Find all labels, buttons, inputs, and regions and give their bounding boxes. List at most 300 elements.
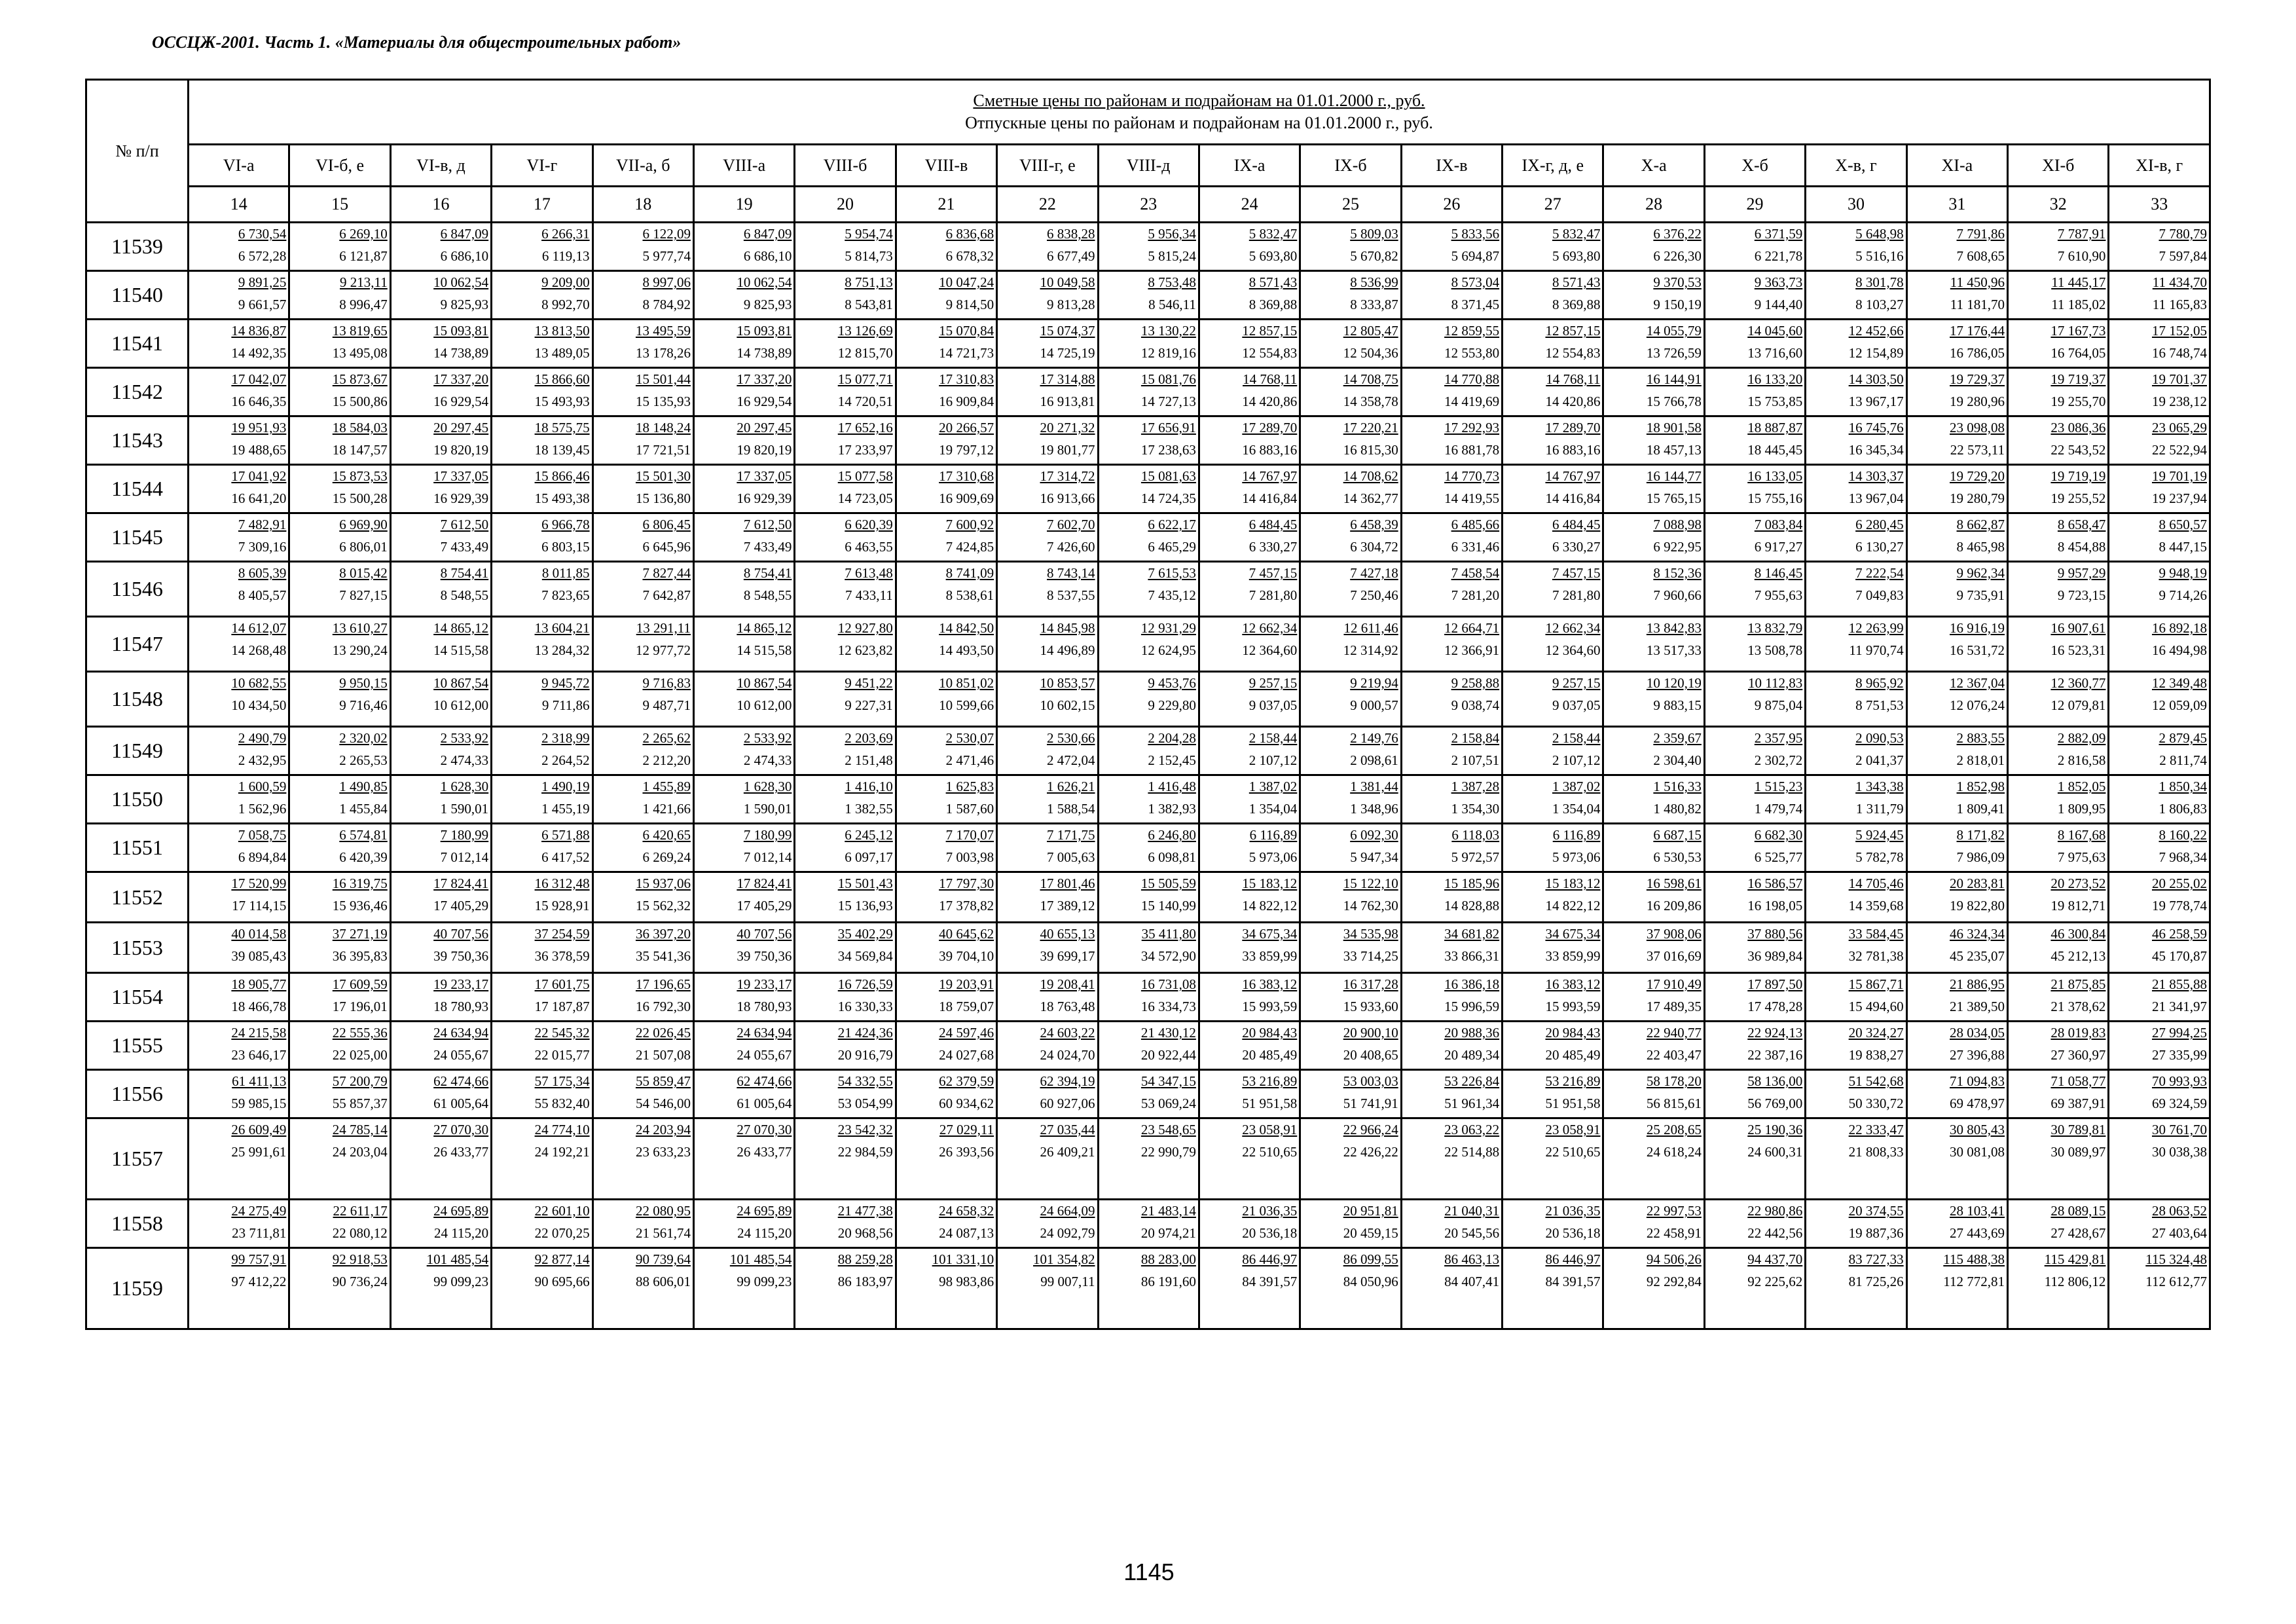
estimate-price: 28 019,83 [2050,1025,2106,1041]
release-price: 9 487,71 [642,697,691,713]
estimate-price: 2 158,84 [1451,730,1500,746]
estimate-price: 12 611,46 [1343,620,1398,636]
release-price: 22 984,59 [837,1144,893,1160]
release-price: 12 076,24 [1950,697,2005,713]
column-numbers-row [86,187,2210,223]
release-price: 15 765,15 [1646,490,1702,506]
price-cell [189,872,289,923]
price-cell [1199,973,1300,1022]
release-price: 23 633,23 [635,1144,691,1160]
release-price: 15 493,38 [534,490,590,506]
price-cell [492,223,592,271]
release-price: 17 196,01 [332,999,388,1014]
price-cell [1603,973,1704,1022]
release-price: 13 495,08 [332,345,388,361]
release-price: 39 704,10 [939,948,994,964]
release-price: 18 780,93 [737,999,792,1014]
release-price: 24 115,20 [433,1225,489,1241]
release-price: 81 725,26 [1848,1274,1904,1289]
estimate-price: 13 291,11 [636,620,691,636]
table-row [86,465,2210,513]
column-number: 30 [1806,187,1906,223]
release-price: 2 265,53 [339,752,388,768]
estimate-price: 17 152,05 [2151,323,2207,339]
table-row [86,923,2210,973]
release-price: 6 226,30 [1653,248,1702,264]
release-price: 19 887,36 [1848,1225,1904,1241]
release-price: 9 661,57 [238,297,287,312]
price-cell [1199,513,1300,562]
price-cell [1401,465,1502,513]
table-row [86,775,2210,824]
estimate-price: 27 070,30 [433,1122,489,1137]
price-cell [2109,562,2210,617]
release-price: 18 147,57 [332,442,388,458]
release-price: 12 364,60 [1242,642,1298,658]
release-price: 16 929,39 [737,490,792,506]
release-price: 8 369,88 [1552,297,1601,312]
table-row [86,727,2210,775]
price-cell [1098,973,1199,1022]
estimate-price: 14 770,88 [1444,371,1500,387]
price-cell [1199,465,1300,513]
estimate-price: 16 317,28 [1343,976,1398,992]
estimate-price: 9 945,72 [541,675,590,691]
estimate-price: 12 662,34 [1242,620,1298,636]
price-cell [1603,1118,1704,1200]
release-price: 12 624,95 [1140,642,1196,658]
price-cell [997,727,1098,775]
release-price: 24 192,21 [534,1144,590,1160]
estimate-price: 54 332,55 [837,1073,893,1089]
release-price: 24 600,31 [1747,1144,1803,1160]
price-cell [592,465,693,513]
price-cell [189,923,289,973]
release-price: 12 815,70 [837,345,893,361]
release-price: 7 424,85 [945,539,994,555]
price-cell [1503,513,1603,562]
price-cell [1199,1118,1300,1200]
row-number: 11559 [86,1248,189,1329]
estimate-price: 17 337,05 [737,468,792,484]
release-price: 12 154,89 [1848,345,1904,361]
estimate-price: 7 612,50 [743,517,792,532]
estimate-price: 12 859,55 [1444,323,1500,339]
release-price: 6 331,46 [1451,539,1500,555]
price-cell [1806,824,1906,872]
estimate-price: 25 208,65 [1646,1122,1702,1137]
price-cell [1300,1200,1401,1248]
release-price: 51 951,58 [1242,1096,1298,1111]
row-number: 11551 [86,824,189,872]
price-cell [1199,824,1300,872]
estimate-price: 20 255,02 [2151,876,2207,891]
estimate-price: 6 484,45 [1552,517,1601,532]
price-cell [592,1248,693,1329]
estimate-price: 17 310,68 [939,468,994,484]
column-number: 32 [2008,187,2109,223]
release-price: 7 642,87 [642,587,691,603]
release-price: 14 493,50 [939,642,994,658]
release-price: 13 726,59 [1646,345,1702,361]
table-row [86,1070,2210,1118]
price-cell [189,271,289,320]
release-price: 7 960,66 [1653,587,1702,603]
estimate-price: 86 446,97 [1545,1251,1601,1267]
release-price: 1 809,41 [1956,801,2005,817]
price-cell [390,973,491,1022]
estimate-price: 86 446,97 [1242,1251,1298,1267]
estimate-price: 18 887,87 [1747,420,1803,435]
release-price: 13 489,05 [534,345,590,361]
price-cell [1098,672,1199,727]
column-number: 33 [2109,187,2210,223]
release-price: 13 967,17 [1848,394,1904,409]
estimate-price: 14 767,97 [1242,468,1298,484]
estimate-price: 20 273,52 [2050,876,2106,891]
estimate-price: 14 045,60 [1747,323,1803,339]
row-number: 11543 [86,416,189,465]
release-price: 12 364,60 [1545,642,1601,658]
estimate-price: 37 908,06 [1646,926,1702,942]
release-price: 8 447,15 [2159,539,2207,555]
price-cell [1906,727,2007,775]
price-cell [2008,1022,2109,1070]
estimate-price: 1 387,28 [1451,779,1500,794]
estimate-price: 24 597,46 [939,1025,994,1041]
release-price: 34 569,84 [837,948,893,964]
price-cell [189,617,289,672]
release-price: 84 391,57 [1545,1274,1601,1289]
price-cell [592,973,693,1022]
release-price: 20 968,56 [837,1225,893,1241]
release-price: 6 269,24 [642,849,691,865]
price-cell [896,1248,996,1329]
estimate-price: 20 951,81 [1343,1203,1398,1219]
estimate-price: 14 303,37 [1848,468,1904,484]
release-price: 27 403,64 [2151,1225,2207,1241]
release-price: 6 463,55 [845,539,893,555]
release-price: 8 103,27 [1855,297,1904,312]
price-cell [795,1070,896,1118]
release-price: 12 819,16 [1140,345,1196,361]
release-price: 22 015,77 [534,1047,590,1063]
price-cell [997,416,1098,465]
release-price: 5 782,78 [1855,849,1904,865]
price-cell [693,1118,794,1200]
region-header: IX-а [1199,145,1300,187]
estimate-price: 20 374,55 [1848,1203,1904,1219]
price-cell [2008,872,2109,923]
release-price: 22 070,25 [534,1225,590,1241]
release-price: 6 686,10 [440,248,489,264]
estimate-price: 19 233,17 [433,976,489,992]
price-cell [189,513,289,562]
table-row [86,973,2210,1022]
price-cell [896,513,996,562]
release-price: 21 389,50 [1950,999,2005,1014]
price-cell [1906,416,2007,465]
price-cell [2008,223,2109,271]
price-cell [1503,368,1603,416]
price-cell [1300,617,1401,672]
release-price: 9 150,19 [1653,297,1702,312]
release-price: 14 822,12 [1545,898,1601,913]
release-price: 16 786,05 [1950,345,2005,361]
price-cell [1199,727,1300,775]
estimate-price: 28 034,05 [1950,1025,2005,1041]
price-cell [2008,1070,2109,1118]
release-price: 24 203,04 [332,1144,388,1160]
price-cell [1704,562,1805,617]
price-cell [1806,320,1906,368]
release-price: 8 996,47 [339,297,388,312]
estimate-price: 7 171,75 [1047,827,1095,843]
release-price: 98 983,86 [939,1274,994,1289]
estimate-price: 1 852,05 [2057,779,2106,794]
release-price: 24 092,79 [1040,1225,1095,1241]
price-cell [592,320,693,368]
release-price: 12 079,81 [2050,697,2106,713]
price-cell [189,368,289,416]
estimate-price: 37 880,56 [1747,926,1803,942]
price-cell [693,617,794,672]
estimate-price: 13 604,21 [534,620,590,636]
price-cell [1300,973,1401,1022]
estimate-price: 17 797,30 [939,876,994,891]
release-price: 27 396,88 [1950,1047,2005,1063]
release-price: 50 330,72 [1848,1096,1904,1111]
row-number: 11555 [86,1022,189,1070]
estimate-price: 21 424,36 [837,1025,893,1041]
release-price: 17 114,15 [232,898,287,913]
release-price: 33 714,25 [1343,948,1398,964]
estimate-price: 7 427,18 [1350,565,1398,581]
release-price: 7 433,11 [845,587,893,603]
release-price: 2 474,33 [440,752,489,768]
estimate-price: 46 258,59 [2151,926,2207,942]
estimate-price: 2 320,02 [339,730,388,746]
price-cell [795,1248,896,1329]
estimate-price: 16 319,75 [332,876,388,891]
release-price: 5 972,57 [1451,849,1500,865]
price-cell [289,923,390,973]
price-cell [390,513,491,562]
price-cell [1906,1200,2007,1248]
release-price: 5 973,06 [1552,849,1601,865]
table-row [86,320,2210,368]
estimate-price: 5 924,45 [1855,827,1904,843]
estimate-price: 15 093,81 [737,323,792,339]
release-price: 11 181,70 [1950,297,2005,312]
release-price: 14 724,35 [1140,490,1196,506]
estimate-price: 10 867,54 [737,675,792,691]
price-cell [1503,872,1603,923]
price-cell [693,775,794,824]
release-price: 14 362,77 [1343,490,1398,506]
estimate-price: 14 767,97 [1545,468,1601,484]
release-price: 27 360,97 [2050,1047,2106,1063]
estimate-price: 86 463,13 [1444,1251,1500,1267]
price-cell [693,562,794,617]
price-cell [693,416,794,465]
estimate-price: 1 381,44 [1350,779,1398,794]
price-cell [390,271,491,320]
release-price: 15 494,60 [1848,999,1904,1014]
estimate-price: 6 266,31 [541,226,590,242]
estimate-price: 20 984,43 [1242,1025,1298,1041]
estimate-price: 8 751,13 [845,274,893,290]
price-cell [1401,973,1502,1022]
price-cell [1603,465,1704,513]
estimate-price: 86 099,55 [1343,1251,1398,1267]
price-cell [189,320,289,368]
estimate-price: 1 343,38 [1855,779,1904,794]
release-price: 17 378,82 [939,898,994,913]
price-cell [2109,973,2210,1022]
estimate-price: 10 851,02 [939,675,994,691]
estimate-price: 19 719,19 [2050,468,2106,484]
estimate-price: 15 081,63 [1140,468,1196,484]
price-cell [896,1200,996,1248]
release-price: 2 811,74 [2159,752,2207,768]
release-price: 5 973,06 [1248,849,1298,865]
price-cell [1300,320,1401,368]
price-cell [795,465,896,513]
price-cell [1098,513,1199,562]
estimate-price: 17 167,73 [2050,323,2106,339]
price-cell [997,824,1098,872]
estimate-price: 1 416,10 [845,779,893,794]
estimate-price: 15 185,96 [1444,876,1500,891]
document-header: ОССЦЖ-2001. Часть 1. «Материалы для общестроительных работ» [152,33,682,52]
release-price: 7 955,63 [1754,587,1803,603]
price-cell [693,1248,794,1329]
price-cell [189,562,289,617]
estimate-price: 19 729,20 [1950,468,2005,484]
price-cell [592,1200,693,1248]
release-price: 15 562,32 [635,898,691,913]
estimate-price: 34 681,82 [1444,926,1500,942]
price-cell [1806,727,1906,775]
release-price: 21 341,97 [2151,999,2207,1014]
price-cell [492,872,592,923]
estimate-price: 6 966,78 [541,517,590,532]
price-cell [189,1022,289,1070]
estimate-price: 34 535,98 [1343,926,1398,942]
price-cell [795,1118,896,1200]
release-price: 84 407,41 [1444,1274,1500,1289]
estimate-price: 8 301,78 [1855,274,1904,290]
estimate-price: 11 434,70 [2152,274,2207,290]
price-cell [1098,1118,1199,1200]
price-cell [289,617,390,672]
price-cell [1806,562,1906,617]
estimate-price: 14 770,73 [1444,468,1500,484]
price-cell [896,923,996,973]
price-cell [1098,775,1199,824]
release-price: 56 815,61 [1646,1096,1702,1111]
price-cell [1503,923,1603,973]
estimate-price: 7 827,44 [642,565,691,581]
release-price: 16 641,20 [231,490,287,506]
release-price: 19 797,12 [939,442,994,458]
price-cell [2109,727,2210,775]
price-cell [2008,923,2109,973]
estimate-price: 17 801,46 [1040,876,1095,891]
price-cell [1906,320,2007,368]
release-price: 16 531,72 [1950,642,2005,658]
estimate-price: 22 966,24 [1343,1122,1398,1137]
release-price: 16 330,33 [837,999,893,1014]
estimate-price: 12 452,66 [1848,323,1904,339]
price-cell [896,775,996,824]
price-cell [1300,416,1401,465]
release-price: 8 548,55 [440,587,489,603]
price-cell [492,562,592,617]
estimate-price: 8 997,06 [642,274,691,290]
release-price: 6 530,53 [1653,849,1702,865]
price-cell [896,223,996,271]
price-cell [693,672,794,727]
price-cell [997,513,1098,562]
region-header: VIII-б [795,145,896,187]
release-price: 6 677,49 [1047,248,1095,264]
release-price: 11 165,83 [2152,297,2207,312]
price-cell [492,1070,592,1118]
price-cell [592,872,693,923]
release-price: 11 970,74 [1849,642,1904,658]
price-cell [1906,368,2007,416]
price-cell [289,727,390,775]
price-cell [896,271,996,320]
release-price: 92 225,62 [1747,1274,1803,1289]
estimate-price: 16 892,18 [2151,620,2207,636]
region-header: X-б [1704,145,1805,187]
price-cell [390,368,491,416]
estimate-price: 24 658,32 [939,1203,994,1219]
release-price: 16 929,39 [433,490,489,506]
price-cell [592,223,693,271]
price-cell [795,1022,896,1070]
price-cell [390,1200,491,1248]
estimate-price: 58 136,00 [1747,1073,1803,1089]
estimate-price: 24 774,10 [534,1122,590,1137]
release-price: 27 428,67 [2050,1225,2106,1241]
release-price: 84 050,96 [1343,1274,1398,1289]
price-cell [1300,727,1401,775]
estimate-price: 16 586,57 [1747,876,1803,891]
price-cell [1704,320,1805,368]
estimate-price: 11 450,96 [1950,274,2005,290]
estimate-price: 6 458,39 [1350,517,1398,532]
estimate-price: 17 314,72 [1040,468,1095,484]
estimate-price: 12 360,77 [2050,675,2106,691]
row-number: 11554 [86,973,189,1022]
estimate-price: 2 204,28 [1148,730,1196,746]
table-row [86,416,2210,465]
estimate-price: 10 112,83 [1748,675,1803,691]
release-price: 27 443,69 [1950,1225,2005,1241]
estimate-price: 46 324,34 [1950,926,2005,942]
table-row [86,672,2210,727]
estimate-price: 6 574,81 [339,827,388,843]
price-cell [2008,617,2109,672]
price-cell [693,368,794,416]
release-price: 1 348,96 [1350,801,1398,817]
estimate-price: 54 347,15 [1140,1073,1196,1089]
price-cell [896,872,996,923]
